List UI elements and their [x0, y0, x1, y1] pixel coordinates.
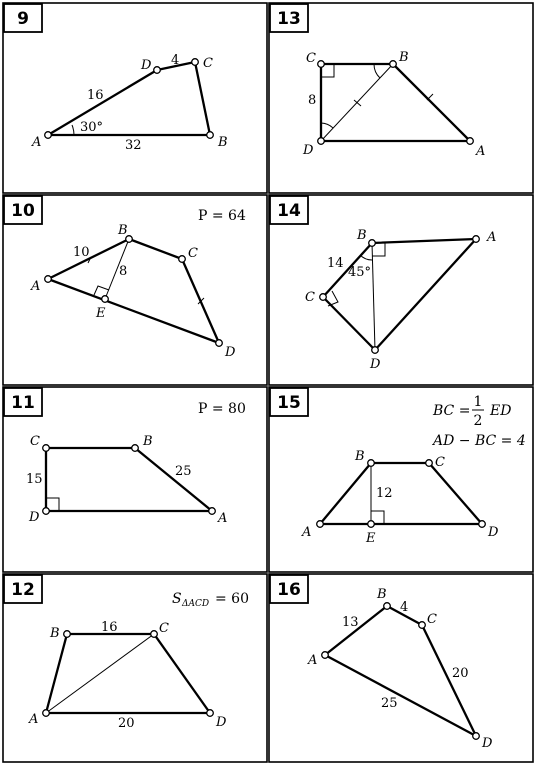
panel-16: [269, 574, 533, 762]
panel-number: 12: [11, 580, 35, 600]
vertex-b: [390, 61, 397, 68]
vertex-label-c: C: [435, 455, 445, 470]
vertex-b: [368, 460, 375, 467]
side-label-cd: 20: [452, 666, 469, 681]
vertex-label-a: A: [308, 653, 318, 668]
vertex-a: [45, 276, 52, 283]
panel-11: [3, 387, 267, 572]
vertex-c: [151, 631, 158, 638]
panel-10: [3, 195, 267, 385]
vertex-label-b: B: [118, 223, 128, 238]
vertex-label-d: D: [225, 345, 236, 360]
perimeter-condition: P = 80: [198, 401, 246, 417]
vertex-d: [216, 340, 223, 347]
area-subscript: ΔACD: [182, 599, 210, 609]
panel-14: [269, 195, 533, 385]
vertex-label-c: C: [188, 246, 198, 261]
vertex-label-d: D: [216, 715, 227, 730]
vertex-c: [426, 460, 433, 467]
vertex-label-a: A: [218, 511, 228, 526]
vertex-label-a: A: [302, 525, 312, 540]
vertex-label-b: B: [143, 434, 153, 449]
vertex-d: [318, 138, 325, 145]
panel-number: 14: [277, 201, 301, 221]
angle-label-a: 30°: [80, 120, 104, 135]
side-label-bc: 4: [400, 600, 409, 615]
vertex-b: [384, 603, 391, 610]
vertex-a: [322, 652, 329, 659]
vertex-label-a: A: [32, 135, 42, 150]
vertex-c: [318, 61, 325, 68]
fraction-denominator: 2: [473, 413, 483, 429]
side-label-ab: 10: [73, 245, 90, 260]
vertex-a: [317, 521, 324, 528]
side-label-ad: 25: [381, 696, 398, 711]
vertex-label-b: B: [377, 587, 387, 602]
vertex-c: [320, 294, 327, 301]
vertex-a: [45, 132, 52, 139]
vertex-label-b: B: [50, 626, 60, 641]
vertex-label-d: D: [488, 525, 499, 540]
ratio-rhs: ED: [490, 403, 512, 419]
vertex-a: [43, 710, 50, 717]
vertex-label-a: A: [31, 279, 41, 294]
area-symbol: S: [172, 591, 182, 607]
vertex-d: [372, 347, 379, 354]
perimeter-condition: P = 64: [198, 208, 246, 224]
vertex-b: [64, 631, 71, 638]
vertex-c: [43, 445, 50, 452]
panel-number: 15: [277, 393, 301, 413]
side-label-ab: 13: [342, 615, 359, 630]
vertex-e: [368, 521, 375, 528]
vertex-label-b: B: [399, 50, 409, 65]
panel-number: 10: [11, 201, 35, 221]
panel-number: 11: [11, 393, 35, 413]
vertex-d: [473, 733, 480, 740]
vertex-label-c: C: [305, 290, 315, 305]
vertex-label-c: C: [427, 612, 437, 627]
side-label-dc: 4: [171, 53, 180, 68]
vertex-label-c: C: [159, 621, 169, 636]
fraction-numerator: 1: [473, 394, 483, 410]
side-label-bc: 16: [101, 620, 118, 635]
vertex-label-d: D: [141, 58, 152, 73]
vertex-label-d: D: [303, 143, 314, 158]
vertex-label-d: D: [370, 357, 381, 372]
ratio-lhs: BC =: [433, 403, 471, 419]
vertex-c: [419, 622, 426, 629]
vertex-label-b: B: [218, 135, 228, 150]
side-label-ad: 16: [87, 88, 104, 103]
side-label-ab: 25: [175, 464, 192, 479]
side-label-ad: 20: [118, 716, 135, 731]
side-label-bc: 14: [327, 256, 344, 271]
panel-13: [269, 3, 533, 193]
vertex-label-c: C: [203, 56, 213, 71]
vertex-d: [479, 521, 486, 528]
vertex-label-c: C: [306, 51, 316, 66]
area-value: = 60: [215, 591, 249, 607]
vertex-d: [207, 710, 214, 717]
vertex-label-e: E: [366, 531, 376, 546]
vertex-b: [132, 445, 139, 452]
vertex-d: [154, 67, 161, 74]
vertex-d: [43, 508, 50, 515]
vertex-b: [207, 132, 214, 139]
panel-15: [269, 387, 533, 572]
side-label-cd: 8: [308, 93, 317, 108]
vertex-b: [369, 240, 376, 247]
vertex-c: [179, 256, 186, 263]
vertex-c: [192, 59, 199, 66]
side-label-ab: 32: [125, 138, 142, 153]
vertex-a: [209, 508, 216, 515]
vertex-label-a: A: [29, 712, 39, 727]
difference-condition: AD − BC = 4: [433, 433, 526, 449]
vertex-a: [473, 236, 480, 243]
height-label-be: 8: [119, 264, 128, 279]
panel-number: 9: [17, 9, 29, 29]
side-label-cd: 15: [26, 472, 43, 487]
vertex-label-a: A: [487, 230, 497, 245]
panel-number: 16: [277, 580, 301, 600]
panel-12: [3, 574, 267, 762]
vertex-label-a: A: [476, 144, 486, 159]
vertex-label-d: D: [29, 510, 40, 525]
panel-9: [3, 3, 267, 193]
vertex-label-c: C: [30, 434, 40, 449]
height-label-be: 12: [376, 486, 393, 501]
vertex-label-b: B: [355, 449, 365, 464]
vertex-e: [102, 296, 109, 303]
vertex-label-e: E: [96, 306, 106, 321]
vertex-label-b: B: [357, 228, 367, 243]
vertex-label-d: D: [482, 736, 493, 751]
vertex-a: [467, 138, 474, 145]
panel-number: 13: [277, 9, 301, 29]
angle-label-b: 45°: [348, 265, 372, 280]
